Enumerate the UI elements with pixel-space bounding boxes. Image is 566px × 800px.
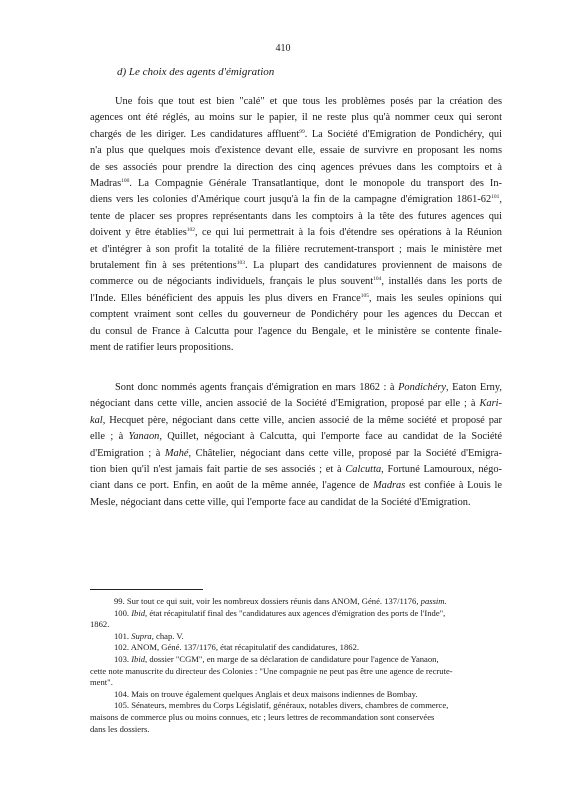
text-line: elle ; à Yanaon, Quillet, négociant à Calcutta, qui l'emporte face au candidat de la Société: [90, 431, 502, 443]
text-line: tente de placer ses propres représentants dans les comptoirs à la tête des futures agences qui: [90, 210, 502, 222]
footnote-101: 101. Supra, chap. V.: [114, 630, 184, 641]
text-line: du consul de France à Calcutta pour l'agence du Bengale, et le ministère se contente finale-: [90, 325, 502, 337]
footnote-separator: [90, 589, 203, 590]
text-line: Une fois que tout est bien "calé" et que tous les problèmes posés par la création des: [115, 96, 502, 107]
text-line: d'Emigration ; à Mahé, Châtelier, négociant dans cette ville, proposé par la Société d'Emigra-: [90, 447, 502, 459]
footnote-ref: 100: [121, 178, 130, 185]
text-line: négociant dans cette ville, ancien associé de la Société d'Emigration, proposé par elle ; à Kari-: [90, 398, 502, 410]
footnote-103: 103. Ibid, dossier "CGM", en marge de sa déclaration de candidature pour l'agence de Yanaon, cette note manuscrite du directeur des Colonies : "Une compagnie ne peut pas être une agence de recrute- ment".: [90, 653, 453, 688]
footnote-ref: 101: [491, 194, 500, 201]
footnote-ref: 99: [299, 128, 305, 135]
paragraph-1: [90, 94, 502, 357]
footnote-105: 105. Sénateurs, membres du Corps Législatif, généraux, notables divers, chambres de commerce, maisons de commerce plus ou moins connues, etc ; leurs lettres de recommandation sont conservées dans les dossiers.: [90, 700, 449, 734]
footnote-ref: 102: [186, 227, 196, 234]
text-line: n'a plus que quelques mois d'existence devant elle, essaie de survivre en proposant les noms: [90, 145, 502, 157]
footnote-99: 99. Sur tout ce qui suit, voir les nombreux dossiers réunis dans ANOM, Géné. 137/1176, passim.: [114, 596, 447, 606]
text-line: agences ont été réglés, au moins sur le papier, il ne reste plus qu'à nommer ceux qui seront: [90, 112, 502, 124]
paragraph-2: [90, 380, 502, 511]
text-line: Madras$^{100}$. La Compagnie Générale Transatlantique, dont le monopole du transport des In-: [90, 178, 502, 190]
footnote-104: 104. Mais on trouve également quelques Anglais et deux maisons indiennes de Bombay.: [114, 688, 418, 699]
text-line: Mesle, négociant dans cette ville, qui l'emporte face au candidat de la Société d'Emigration.: [90, 496, 471, 508]
text-line: diens vers les colonies d'Amérique court jusqu'à la fin de la campagne d'émigration $1861-62^{101}$,: [90, 194, 502, 206]
footnote-100: 100. Ibid, état récapitulatif final des "candidatures aux agences d'émigration des ports de l'Inde", 1862.: [90, 607, 446, 630]
footnote-ref: 104: [373, 276, 382, 283]
text-line: de ses associés pour prendre la direction des cinq agences prévues dans les comptoirs et à: [90, 161, 502, 173]
page-number: 410: [275, 43, 291, 54]
footnotes: [90, 596, 502, 735]
section-title: d) Le choix des agents d'émigration: [117, 66, 275, 78]
text-line: chargés de les diriger. Les candidatures affluent$^{99}$. La Société d'Emigration de Pondichéry, qui: [90, 128, 503, 140]
text-line: brutalement fin à ses prétentions$^{103}$. La plupart des candidatures proviennent de maisons de: [90, 260, 502, 272]
text-line: comptent vraiment sont celles du gouverneur de Pondichéry pour les agences du Deccan et: [90, 309, 502, 321]
text-line: l'Inde. Elles bénéficient des appuis les plus divers en France$^{105}$, mais les seules opinions qui: [90, 292, 502, 304]
text-line: ciant dans ce port. Enfin, en août de la même année, l'agence de Madras est confiée à Louis le: [90, 480, 502, 492]
text-line: commerce ou de négociants individuels, français le plus souvent$^{104}$, installés dans les ports de: [90, 276, 502, 288]
footnote-ref: 103: [236, 260, 246, 267]
text-line: kal, Hecquet père, négociant dans cette ville, ancien associé de la même société et proposé par: [90, 414, 502, 426]
text-line: tion bien qu'il n'est jamais fait partie de ses associés ; et à Calcutta, Fortuné Lamouroux, négo-: [90, 464, 502, 476]
text-line: Sont donc nommés agents français d'émigration en mars 1862 : à Pondichéry, Eaton Erny,: [115, 382, 502, 393]
text-line: ment de ratifier leurs propositions.: [90, 342, 234, 354]
footnote-ref: 105: [360, 292, 369, 299]
text-line: et d'intégrer à son profit la totalité de la filière recrutement-transport ; mais le ministère met: [90, 243, 502, 255]
text-line: doivent y être établies$^{102}$, ce qui lui permettrait à la fois d'étendre ses opérations à la Réunion: [90, 227, 503, 239]
footnote-102: 102. ANOM, Géné. 137/1176, état récapitulatif des candidatures, 1862.: [114, 642, 360, 653]
